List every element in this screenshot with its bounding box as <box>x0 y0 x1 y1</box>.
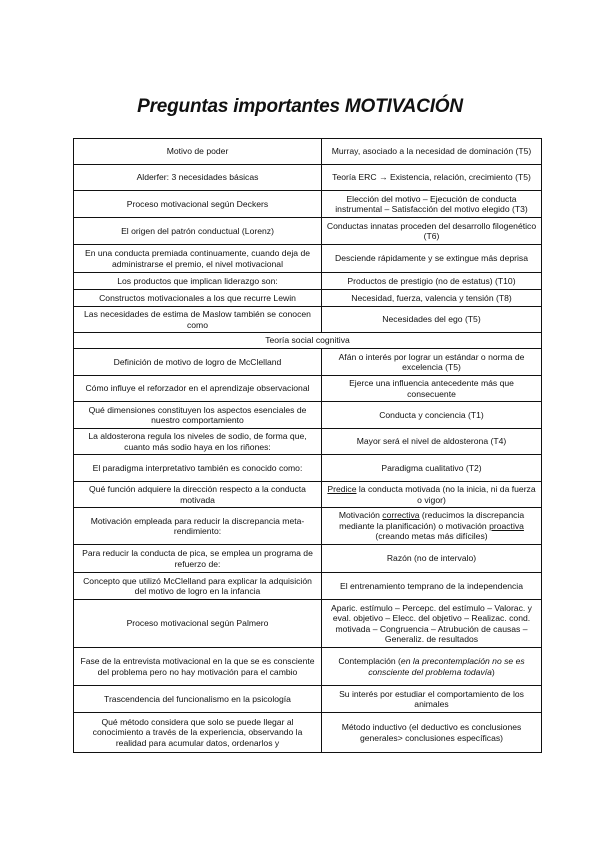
answer-text: (reducimos la discrepancia mediante la planificación) o motivación <box>339 510 525 531</box>
answer-cell: Teoría ERC → Existencia, relación, crecimiento (T5) <box>322 165 542 191</box>
table-row <box>74 139 542 165</box>
answer-text: Contemplación ( <box>338 656 401 667</box>
question-cell: Cómo influye el reforzador en el aprendizaje observacional <box>74 376 322 402</box>
question-cell: La aldosterona regula los niveles de sodio, de forma que, cuanto más sodio haya en los riñones: <box>74 429 322 455</box>
question-cell: En una conducta premiada continuamente, cuando deja de administrarse el premio, el nivel motivacional <box>74 245 322 273</box>
table-row <box>74 191 542 218</box>
question-cell: Motivación empleada para reducir la discrepancia meta-rendimiento: <box>74 508 322 545</box>
table-row <box>74 648 542 686</box>
table-row <box>74 307 542 333</box>
question-cell: Motivo de poder <box>74 139 322 165</box>
question-cell: Concepto que utilizó McClelland para explicar la adquisición del motivo de logro en la infancia <box>74 573 322 600</box>
underlined-term: Predice <box>327 484 357 495</box>
answer-cell: Productos de prestigio (no de estatus) (T10) <box>322 273 542 290</box>
answer-cell: Razón (no de intervalo) <box>322 545 542 573</box>
answer-cell: Su interés por estudiar el comportamiento de los animales <box>322 686 542 713</box>
italic-note: en la precontemplación no se es consciente del problema todavía <box>368 656 525 677</box>
answer-cell: Ejerce una influencia antecedente más que consecuente <box>322 376 542 402</box>
question-cell: Los productos que implican liderazgo son: <box>74 273 322 290</box>
answer-text: Motivación <box>338 510 383 521</box>
table-row <box>74 713 542 753</box>
questions-table <box>73 138 542 753</box>
table-row <box>74 245 542 273</box>
question-cell: El paradigma interpretativo también es conocido como: <box>74 455 322 482</box>
answer-cell: Murray, asociado a la necesidad de dominación (T5) <box>322 139 542 165</box>
table-row <box>74 573 542 600</box>
underlined-term: correctiva <box>382 510 420 521</box>
question-cell: El origen del patrón conductual (Lorenz) <box>74 218 322 245</box>
table-row <box>74 165 542 191</box>
answer-text: (creando metas más difíciles) <box>375 531 488 542</box>
table-row <box>74 376 542 402</box>
question-cell: Alderfer: 3 necesidades básicas <box>74 165 322 191</box>
question-cell: Qué dimensiones constituyen los aspectos esenciales de nuestro comportamiento <box>74 402 322 429</box>
answer-cell: Elección del motivo – Ejecución de conducta instrumental – Satisfacción del motivo elegido (T3) <box>322 191 542 218</box>
question-cell: Trascendencia del funcionalismo en la psicología <box>74 686 322 713</box>
table-row <box>74 508 542 545</box>
answer-cell: Conductas innatas proceden del desarrollo filogenético (T6) <box>322 218 542 245</box>
question-cell: Qué método considera que solo se puede llegar al conocimiento a través de la experiencia, observando la realidad para acumular datos, ordenarlos y <box>74 713 322 753</box>
answer-text: la conducta motivada (no la inicia, ni da fuerza o vigor) <box>356 484 536 505</box>
question-cell: Fase de la entrevista motivacional en la que se es consciente del problema pero no hay motivación para el cambio <box>74 648 322 686</box>
answer-cell: Aparic. estímulo – Percepc. del estímulo – Valorac. y eval. objetivo – Elecc. del objetivo – Realizac. cond. motivada – Congruencia – Atrubución de causas – Generaliz. de resultados <box>322 600 542 648</box>
section-heading: Teoría social cognitiva <box>74 333 542 349</box>
answer-cell: Método inductivo (el deductivo es conclusiones generales> conclusiones específicas) <box>322 713 542 753</box>
answer-cell: Necesidades del ego (T5) <box>322 307 542 333</box>
answer-cell <box>322 508 542 545</box>
table-row <box>74 349 542 376</box>
answer-cell <box>322 482 542 508</box>
table-row <box>74 273 542 290</box>
question-cell: Proceso motivacional según Deckers <box>74 191 322 218</box>
table-row <box>74 482 542 508</box>
question-cell: Proceso motivacional según Palmero <box>74 600 322 648</box>
answer-cell <box>322 648 542 686</box>
page-title: Preguntas importantes MOTIVACIÓN <box>137 96 463 117</box>
section-row <box>74 333 542 349</box>
question-cell: Definición de motivo de logro de McClelland <box>74 349 322 376</box>
answer-text: ) <box>491 666 495 677</box>
table-row <box>74 600 542 648</box>
answer-cell: Mayor será el nivel de aldosterona (T4) <box>322 429 542 455</box>
answer-cell: Necesidad, fuerza, valencia y tensión (T8) <box>322 290 542 307</box>
table-row <box>74 545 542 573</box>
table-row <box>74 686 542 713</box>
table-row <box>74 218 542 245</box>
question-cell: Constructos motivacionales a los que recurre Lewin <box>74 290 322 307</box>
answer-cell: Paradigma cualitativo (T2) <box>322 455 542 482</box>
table-row <box>74 402 542 429</box>
table-row <box>74 290 542 307</box>
underlined-term: proactiva <box>489 520 524 531</box>
table-row <box>74 429 542 455</box>
answer-cell: Afán o interés por lograr un estándar o norma de excelencia (T5) <box>322 349 542 376</box>
question-cell: Las necesidades de estima de Maslow también se conocen como <box>74 307 322 333</box>
question-cell: Qué función adquiere la dirección respecto a la conducta motivada <box>74 482 322 508</box>
answer-cell: Desciende rápidamente y se extingue más deprisa <box>322 245 542 273</box>
answer-cell: Conducta y conciencia (T1) <box>322 402 542 429</box>
answer-cell: El entrenamiento temprano de la independencia <box>322 573 542 600</box>
question-cell: Para reducir la conducta de pica, se emplea un programa de refuerzo de: <box>74 545 322 573</box>
table-row <box>74 455 542 482</box>
